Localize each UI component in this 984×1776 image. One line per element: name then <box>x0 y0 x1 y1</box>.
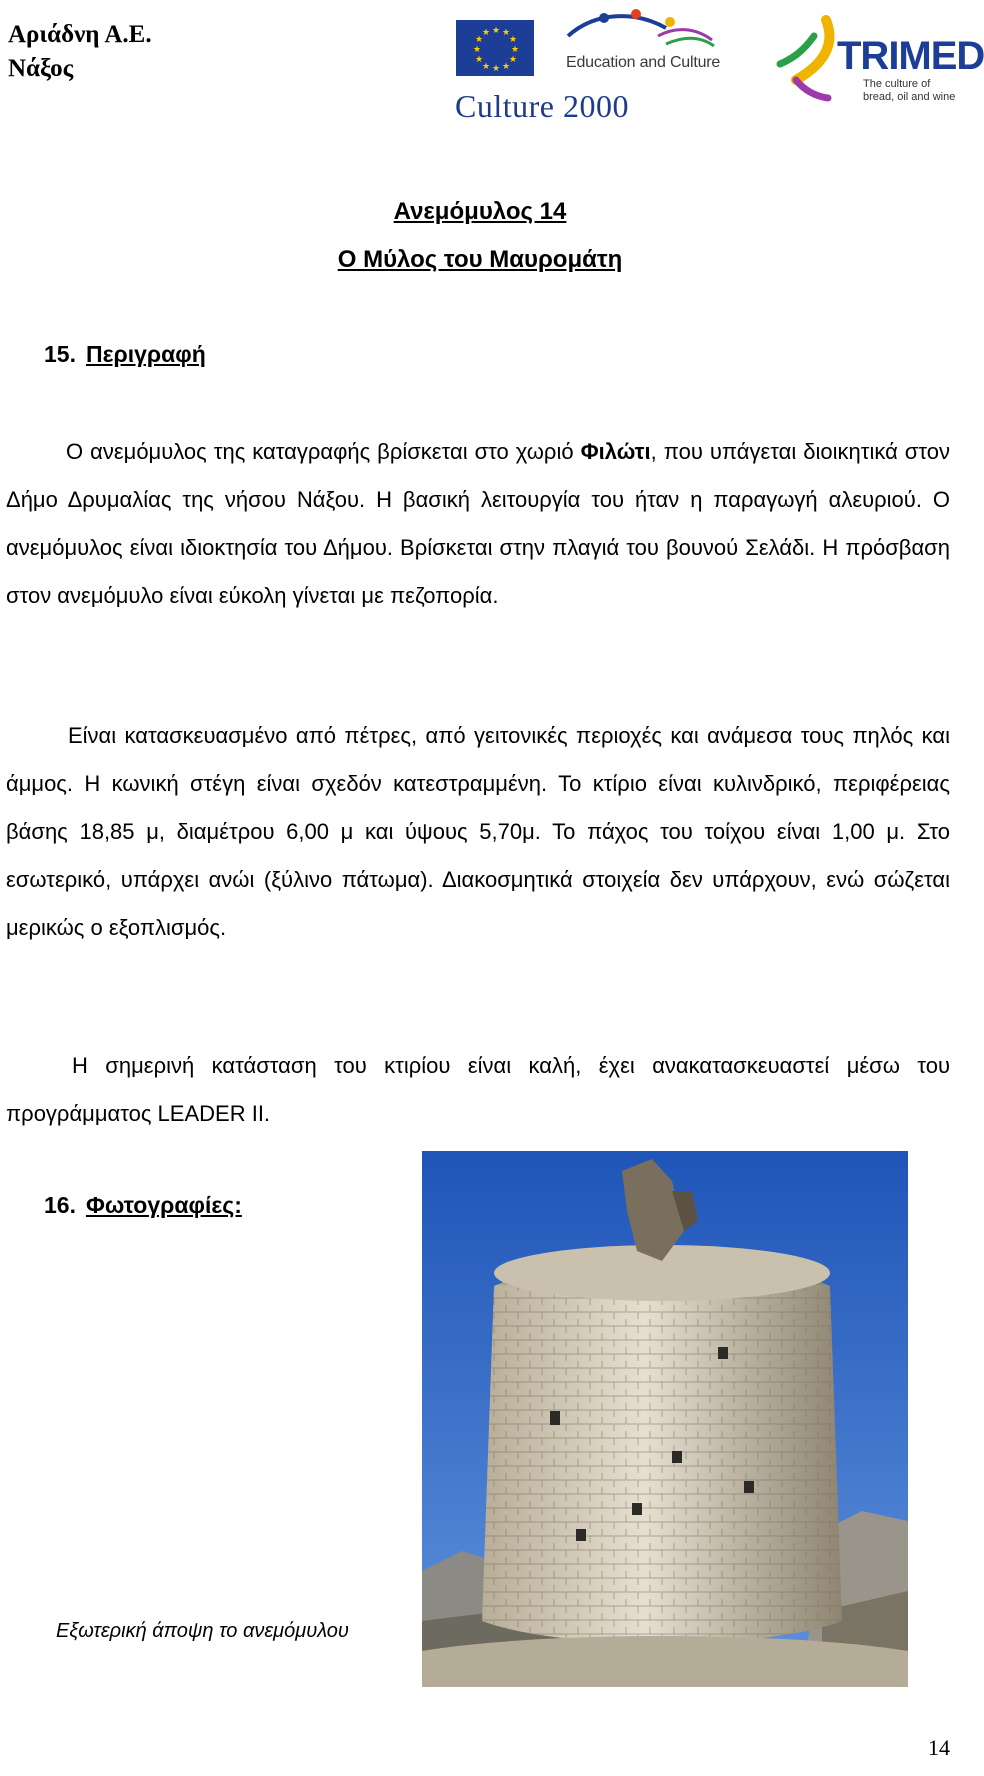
section-16-number: 16. <box>44 1192 76 1218</box>
svg-text:★: ★ <box>482 28 491 38</box>
paragraph-location-start: Ο ανεμόμυλος της καταγραφής βρίσκεται στο χωριό <box>66 439 581 464</box>
company-location: Νάξος <box>8 55 74 82</box>
section-16-heading <box>44 1192 242 1219</box>
section-15-label: Περιγραφή <box>85 341 206 367</box>
svg-text:★: ★ <box>511 45 520 55</box>
svg-text:★: ★ <box>475 55 484 65</box>
partner-logo-name: TRIMED <box>837 34 984 78</box>
village-name: Φιλώτι <box>580 439 651 464</box>
svg-text:★: ★ <box>473 45 482 55</box>
section-15-number: 15. <box>44 341 76 367</box>
svg-text:★: ★ <box>509 55 518 65</box>
paragraph-location-rest: , που υπάγεται διοικητικά στον Δήμο Δρυμαλίας της νήσου Νάξου. Η βασική λειτουργία του ήταν η παραγωγή αλευριού. Ο ανεμόμυλος είναι ιδιοκτησία του Δήμου. Βρίσκεται στην πλαγιά του βουνού Σελάδι. Η πρόσβαση στον ανεμόμυλο είναι εύκολη γίνεται με πεζοπορία. <box>6 439 950 608</box>
svg-text:★: ★ <box>475 35 484 45</box>
windmill-subtitle: Ο Μύλος του Μαυρομάτη <box>337 246 623 273</box>
windmill-title: Ανεμόμυλος 14 <box>393 198 567 225</box>
section-16-label: Φωτογραφίες: <box>85 1192 242 1218</box>
page-number: 14 <box>928 1735 950 1760</box>
company-name: Αριάδνη Α.Ε. <box>8 21 152 48</box>
paragraph-construction-text: Είναι κατασκευασμένο από πέτρες, από γειτονικές περιοχές και ανάμεσα τους πηλός και άμμος. Η κωνική στέγη είναι σχεδόν κατεστραμμένη. Το κτίριο είναι κυλινδρικό, περιφέρειας βάσης 18,85 μ, διαμέτρου 6,00 μ και ύψους 5,70μ. Το πάχος του τοίχου είναι 1,00 μ. Στο εσωτερικό, υπάρχει ανώι (ξύλινο πάτωμα). Διακοσμητικά στοιχεία δεν υπάρχουν, ενώ σώζεται μερικώς ο εξοπλισμός. <box>6 723 950 940</box>
eu-flag-logo <box>456 20 534 76</box>
svg-text:★: ★ <box>509 35 518 45</box>
svg-text:★: ★ <box>492 64 501 74</box>
program-name: Culture 2000 <box>455 88 629 124</box>
photo-caption: Εξωτερική άποψη το ανεμόμυλου <box>56 1620 349 1642</box>
paragraph-condition <box>6 1042 950 1138</box>
education-culture-swoosh-icon <box>566 6 716 50</box>
svg-text:★: ★ <box>502 62 511 72</box>
paragraph-condition-text: Η σημερινή κατάσταση του κτιρίου είναι καλή, έχει ανακατασκευαστεί μέσω του προγράμματος LEADER II. <box>6 1053 950 1126</box>
trimed-leaf-icon <box>774 14 840 104</box>
program-tagline: Education and Culture <box>566 54 721 71</box>
svg-text:★: ★ <box>482 62 491 72</box>
paragraph-location <box>6 428 950 620</box>
header-company-block <box>8 18 152 86</box>
svg-text:★: ★ <box>492 26 501 36</box>
svg-text:★: ★ <box>502 28 511 38</box>
section-15-heading <box>44 341 206 368</box>
partner-logo-tagline: The culture of bread, oil and wine <box>863 78 956 103</box>
windmill-photo <box>422 1151 908 1687</box>
paragraph-construction <box>6 712 950 952</box>
